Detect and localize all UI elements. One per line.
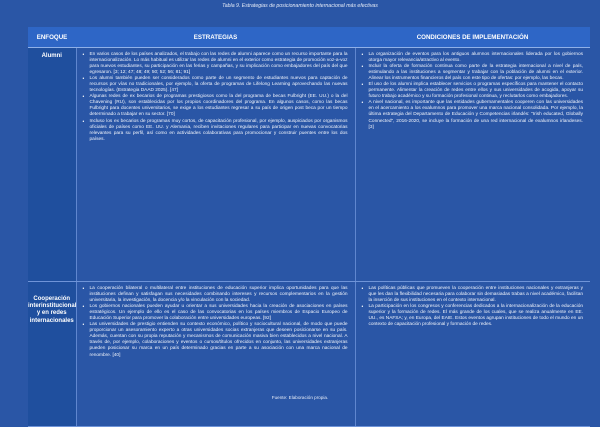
list-item: • El uso de los alumni implica establecer servicios o programas específicos para mantener el contacto permanente. Alimentar la creación de redes entre ellos y sus universidades de acogida, apoyar su futuro trabajo académico y su formación profesional continua, y reclutarlos como embajadores. [362, 82, 584, 100]
header-row [28, 27, 590, 48]
estrategias-list [83, 52, 348, 143]
table-row [28, 48, 590, 282]
list-item: • Incluso los ex becarios de programas muy cortos, de capacitación profesional, por ejemplo, auspiciados por organismos oficiales de países como EE. UU. y Alemania, reciben invitaciones regulares para participar en nuevas convocatorias relevantes para su perfil, así como en actividades colaborativas para promocionar y construir puentes entre los dos países. [83, 119, 348, 143]
enfoque-cell: Cooperación interinstitucional y en redes internacionales [28, 282, 76, 427]
condiciones-cell [355, 48, 590, 282]
condiciones-list [362, 286, 584, 328]
list-item: • Los gobiernos nacionales pueden ayudar u orientar a sus universidades hacia la creación de asociaciones en países estratégicos. Un ejemplo de ello es el caso de las convocatorias en los países miembros de Espacio Europeo de Educación Superior para promover la colaboración entre universidades europeas. [92] [83, 304, 348, 322]
header-estrategias: ESTRATEGIAS [76, 27, 355, 48]
list-item: • Algunas redes de ex becarios de programas prestigiosos como la del programa de becas Fulbright (EE. UU.) o la del Chavening (RU), son establecidas por los propios coordinadores del programa. En algunos casos, como las becas Fulbright para docentes universitarios, se exige a los estudiantes regresar a su país de origen post beca por un tiempo determinado a trabajar en su sector. [70] [83, 94, 348, 118]
table-source-note: Fuente: Elaboración propia. [271, 395, 329, 400]
list-item: • En varios casos de los países analizados, el trabajo con las redes de alumni aparece como un recurso importante para la internacionalización. Lo más habitual es utilizar las redes de alumni en el exterior como estrategia de promoción voz-a-voz para nuevos estudiantes, su participación en las ferias y campañas, y su implicación como embajadores del país del que egresaron. [3; 12; 47; 48; 49; 50; 52; 56; 81; 91] [83, 52, 348, 76]
list-item: • La organización de eventos para los antiguos alumnos internacionales liderada por los gobiernos otorga mayor relevancia/atractivo al evento. [362, 52, 584, 64]
list-item: • Incluir la oferta de formación continua como parte de la estrategia internacional a nivel de país, estimulando a las instituciones a segmentar y trabajar con la población de alumni en el exterior. Alinear los instrumentos financieros del país con este tipo de ofertas: por ejemplo, las becas. [362, 64, 584, 82]
condiciones-list [362, 52, 584, 131]
list-item: • Los alumni también pueden ser considerados como parte de un segmento de estudiantes nuevos para captación de recursos por vías no tradicionales, por ejemplo, la oferta de programas de Lifelong Learning aprovechando las nuevas tecnologías. (Estrategia DAAD 2025). [47] [83, 76, 348, 94]
table-caption: Tabla 9. Estrategias de posicionamiento internacional más efectivas [222, 3, 378, 9]
enfoque-cell: Alumni [28, 48, 76, 282]
list-item: • Las políticas públicas que promueven la cooperación entre instituciones nacionales y extranjeras y que les dan la flexibilidad necesaria para colaborar sin demasiadas trabas a nivel académico, facilitan la inserción de sus instituciones en el contexto internacional. [362, 286, 584, 304]
estrategias-list [83, 286, 348, 359]
list-item: • La participación en los congresos y conferencias dedicados a la internacionalización de la educación superior y la formación de redes. El más grande de los cuales, que se realiza anualmente en EE. UU., es NAFSA; y, en Europa, del EAIE. Estos eventos agrupan instituciones de todo el mundo en un contexto de capacitación profesional y formación de redes. [362, 304, 584, 328]
header-condiciones: CONDICIONES DE IMPLEMENTACIÓN [355, 27, 590, 48]
header-enfoque: ENFOQUE [28, 27, 76, 48]
list-item: • A nivel nacional, es importante que las entidades gubernamentales cooperen con las universidades en el acercamiento a los exalumnos para promover una marca nacional consolidada. Por ejemplo, la última estrategia del Departamento de Educación y Competencias irlandés: "Irish educated, Globally Connected", 2016-2020, se incluye la formación de una red internacional de exalumnos irlandeses. [3] [362, 100, 584, 130]
list-item: • Las universidades de prestigio entienden su contexto económico, político y sociocultural nacional, de modo que puede proporcionar un asesoramiento experto a otras universidades socias extranjeras que deseen posicionarse en su país. Además, cuentan con su propia reputación y mecanismos de comunicación masiva bien establecidos a nivel nacional. A través de, por ejemplo, colaboraciones y eventos o cursos/títulos ofrecidos en conjunto, las universidades extranjeras pueden posicionar su marca en un país determinado gracias en parte a su asociación con una marca nacional de renombre. [40] [83, 322, 348, 358]
list-item: • La cooperación bilateral o multilateral entre instituciones de educación superior implica oportunidades para que las instituciones definan y satisfagan sus necesidades combinando intereses y recursos complementarios en la gestión universitaria, la investigación, la docencia y/o la vinculación con la sociedad. [83, 286, 348, 304]
strategies-table [28, 27, 590, 427]
estrategias-cell [76, 48, 355, 282]
